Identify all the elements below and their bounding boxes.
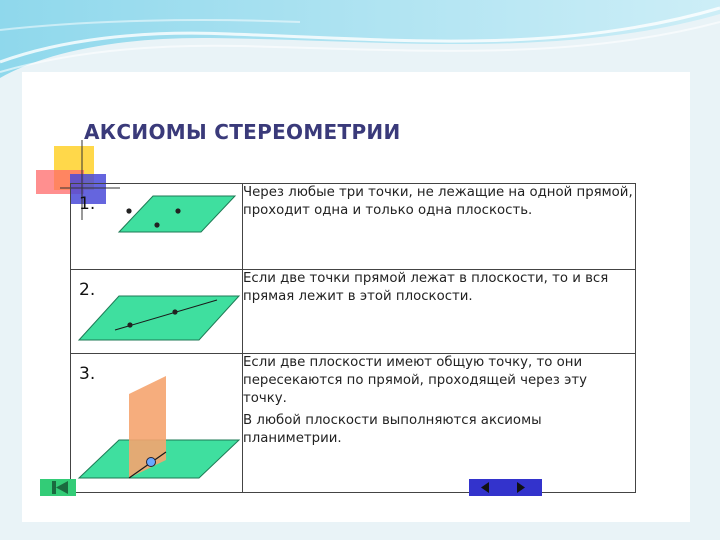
plane-three-points-figure (71, 184, 242, 270)
axiom-figure-2 (71, 270, 243, 354)
point-c (154, 222, 159, 227)
axiom-figure-1 (71, 184, 243, 270)
axiom-row-1 (71, 184, 636, 270)
axiom-text-cell-3 (243, 354, 636, 493)
prev-next-buttons[interactable] (469, 479, 542, 496)
axiom-text-cell-1 (243, 184, 636, 270)
intersecting-planes-figure (71, 354, 242, 494)
axiom-text: Если две плоскости имеют общую точку, то они пересекаются по прямой, проходящей через эту точку. (243, 355, 587, 406)
axioms-table (70, 183, 636, 493)
point-a (127, 322, 132, 327)
axiom-row-3 (71, 354, 636, 493)
point-b (172, 309, 177, 314)
triangle-left-icon (40, 479, 76, 496)
axiom-row-2 (71, 270, 636, 354)
back-button[interactable] (40, 479, 76, 496)
axiom-number: 2. (79, 280, 96, 300)
plane-line-figure (71, 270, 242, 354)
background-wave (0, 0, 720, 80)
slide-title: АКСИОМЫ СТЕРЕОМЕТРИИ (84, 120, 401, 144)
axiom-text: Если две точки прямой лежат в плоскости, то и вся прямая лежит в этой плоскости. (243, 271, 609, 304)
axiom-text-cell-2 (243, 270, 636, 354)
axiom-figure-3 (71, 354, 243, 493)
axiom-text: В любой плоскости выполняются аксиомы планиметрии. (243, 413, 542, 446)
point-a (126, 208, 131, 213)
point-b (175, 208, 180, 213)
axiom-text: Через любые три точки, не лежащие на одной прямой, проходит одна и только одна плоскость. (243, 185, 633, 218)
axiom-number: 1. (79, 194, 96, 214)
common-point (147, 458, 156, 467)
axiom-number: 3. (79, 364, 96, 384)
